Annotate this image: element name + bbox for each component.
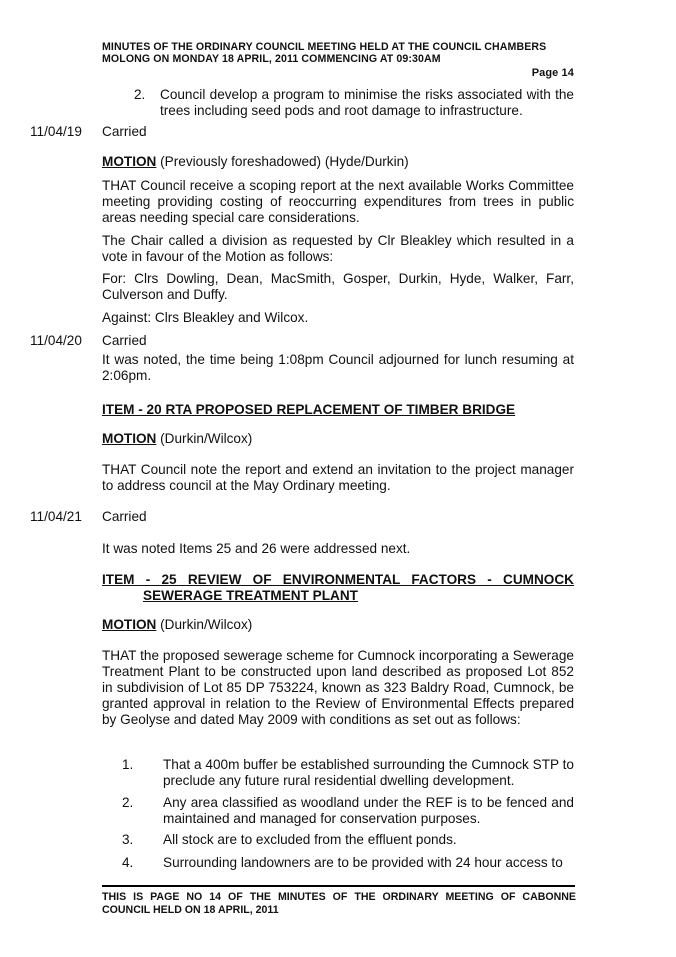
list-text: Surrounding landowners are to be provided with 24 hour access to [163,855,563,870]
header-title-line-2: MOLONG ON MONDAY 18 APRIL, 2011 COMMENCING AT 09:30AM [102,53,441,65]
footer-line-1: THIS IS PAGE NO 14 OF THE MINUTES OF THE ORDINARY MEETING OF CABONNE [102,891,576,903]
list-item [122,795,574,827]
footer-divider [102,885,575,887]
list-number: 2. [122,795,134,810]
motion-text: THAT Council note the report and extend an invitation to the project manager to address council at the May Ordinary meeting. [102,462,574,493]
motion-movers: (Durkin/Wilcox) [156,617,253,632]
page-footer [102,891,576,917]
page-header [102,41,576,65]
votes-for: For: Clrs Dowling, Dean, MacSmith, Gosper, Durkin, Hyde, Walker, Farr, Culverson and Duffy. [102,271,574,302]
resolution-status: Carried [102,124,147,139]
motion-heading [102,617,252,633]
top-list-number: 2. [134,87,146,102]
motion-text: THAT Council receive a scoping report at the next available Works Committee meeting providing costing of reoccurring expenditures from trees in public areas needing special care considerations. [102,178,574,225]
list-number: 1. [122,757,134,772]
motion-label: MOTION [102,431,157,446]
motion-label: MOTION [102,617,157,632]
item-20-title: ITEM - 20 RTA PROPOSED REPLACEMENT OF TIMBER BRIDGE [102,402,516,417]
lunch-note: It was noted, the time being 1:08pm Council adjourned for lunch resuming at 2:06pm. [102,352,574,383]
page-number: Page 14 [531,67,574,79]
votes-against: Against: Clrs Bleakley and Wilcox. [102,310,309,325]
header-title-line-1: MINUTES OF THE ORDINARY COUNCIL MEETING HELD AT THE COUNCIL CHAMBERS [102,41,547,53]
items-note: It was noted Items 25 and 26 were addressed next. [102,541,411,556]
list-item [122,832,574,848]
list-number: 3. [122,832,134,847]
division-text: The Chair called a division as requested by Clr Bleakley which resulted in a vote in favour of the Motion as follows: [102,233,574,264]
motion-label: MOTION [102,154,157,169]
top-list-item [134,87,574,119]
motion-heading [102,431,252,447]
resolution-ref: 11/04/21 [30,509,82,524]
list-item [122,757,574,789]
resolution-ref: 11/04/20 [30,333,82,348]
resolution-ref: 11/04/19 [30,124,82,139]
list-text: All stock are to excluded from the effluent ponds. [163,832,457,847]
list-number: 4. [122,855,134,870]
resolution-status: Carried [102,509,147,524]
item-25-title: ITEM - 25 REVIEW OF ENVIRONMENTAL FACTORS - CUMNOCK [102,572,574,587]
motion-movers: (Previously foreshadowed) (Hyde/Durkin) [156,154,409,169]
list-item [122,855,574,871]
resolution-status: Carried [102,333,147,348]
item-25-title-continued: SEWERAGE TREATMENT PLANT [143,588,358,603]
top-list-text: Council develop a program to minimise the risks associated with the trees including seed pods and root damage to infrastructure. [160,87,574,118]
motion-text: THAT the proposed sewerage scheme for Cumnock incorporating a Sewerage Treatment Plant to be constructed upon land described as proposed Lot 852 in subdivision of Lot 85 DP 753224, known as 323 Baldry Road, Cumnock, be granted approval in relation to the Review of Environmental Effects prepared by Geolyse and dated May 2009 with conditions as set out as follows: [102,648,574,727]
motion-movers: (Durkin/Wilcox) [156,431,253,446]
list-text: That a 400m buffer be established surrounding the Cumnock STP to preclude any future rural residential dwelling development. [163,757,574,788]
motion-heading [102,154,409,170]
footer-line-2: COUNCIL HELD ON 18 APRIL, 2011 [102,904,279,916]
list-text: Any area classified as woodland under the REF is to be fenced and maintained and managed for conservation purposes. [163,795,574,826]
